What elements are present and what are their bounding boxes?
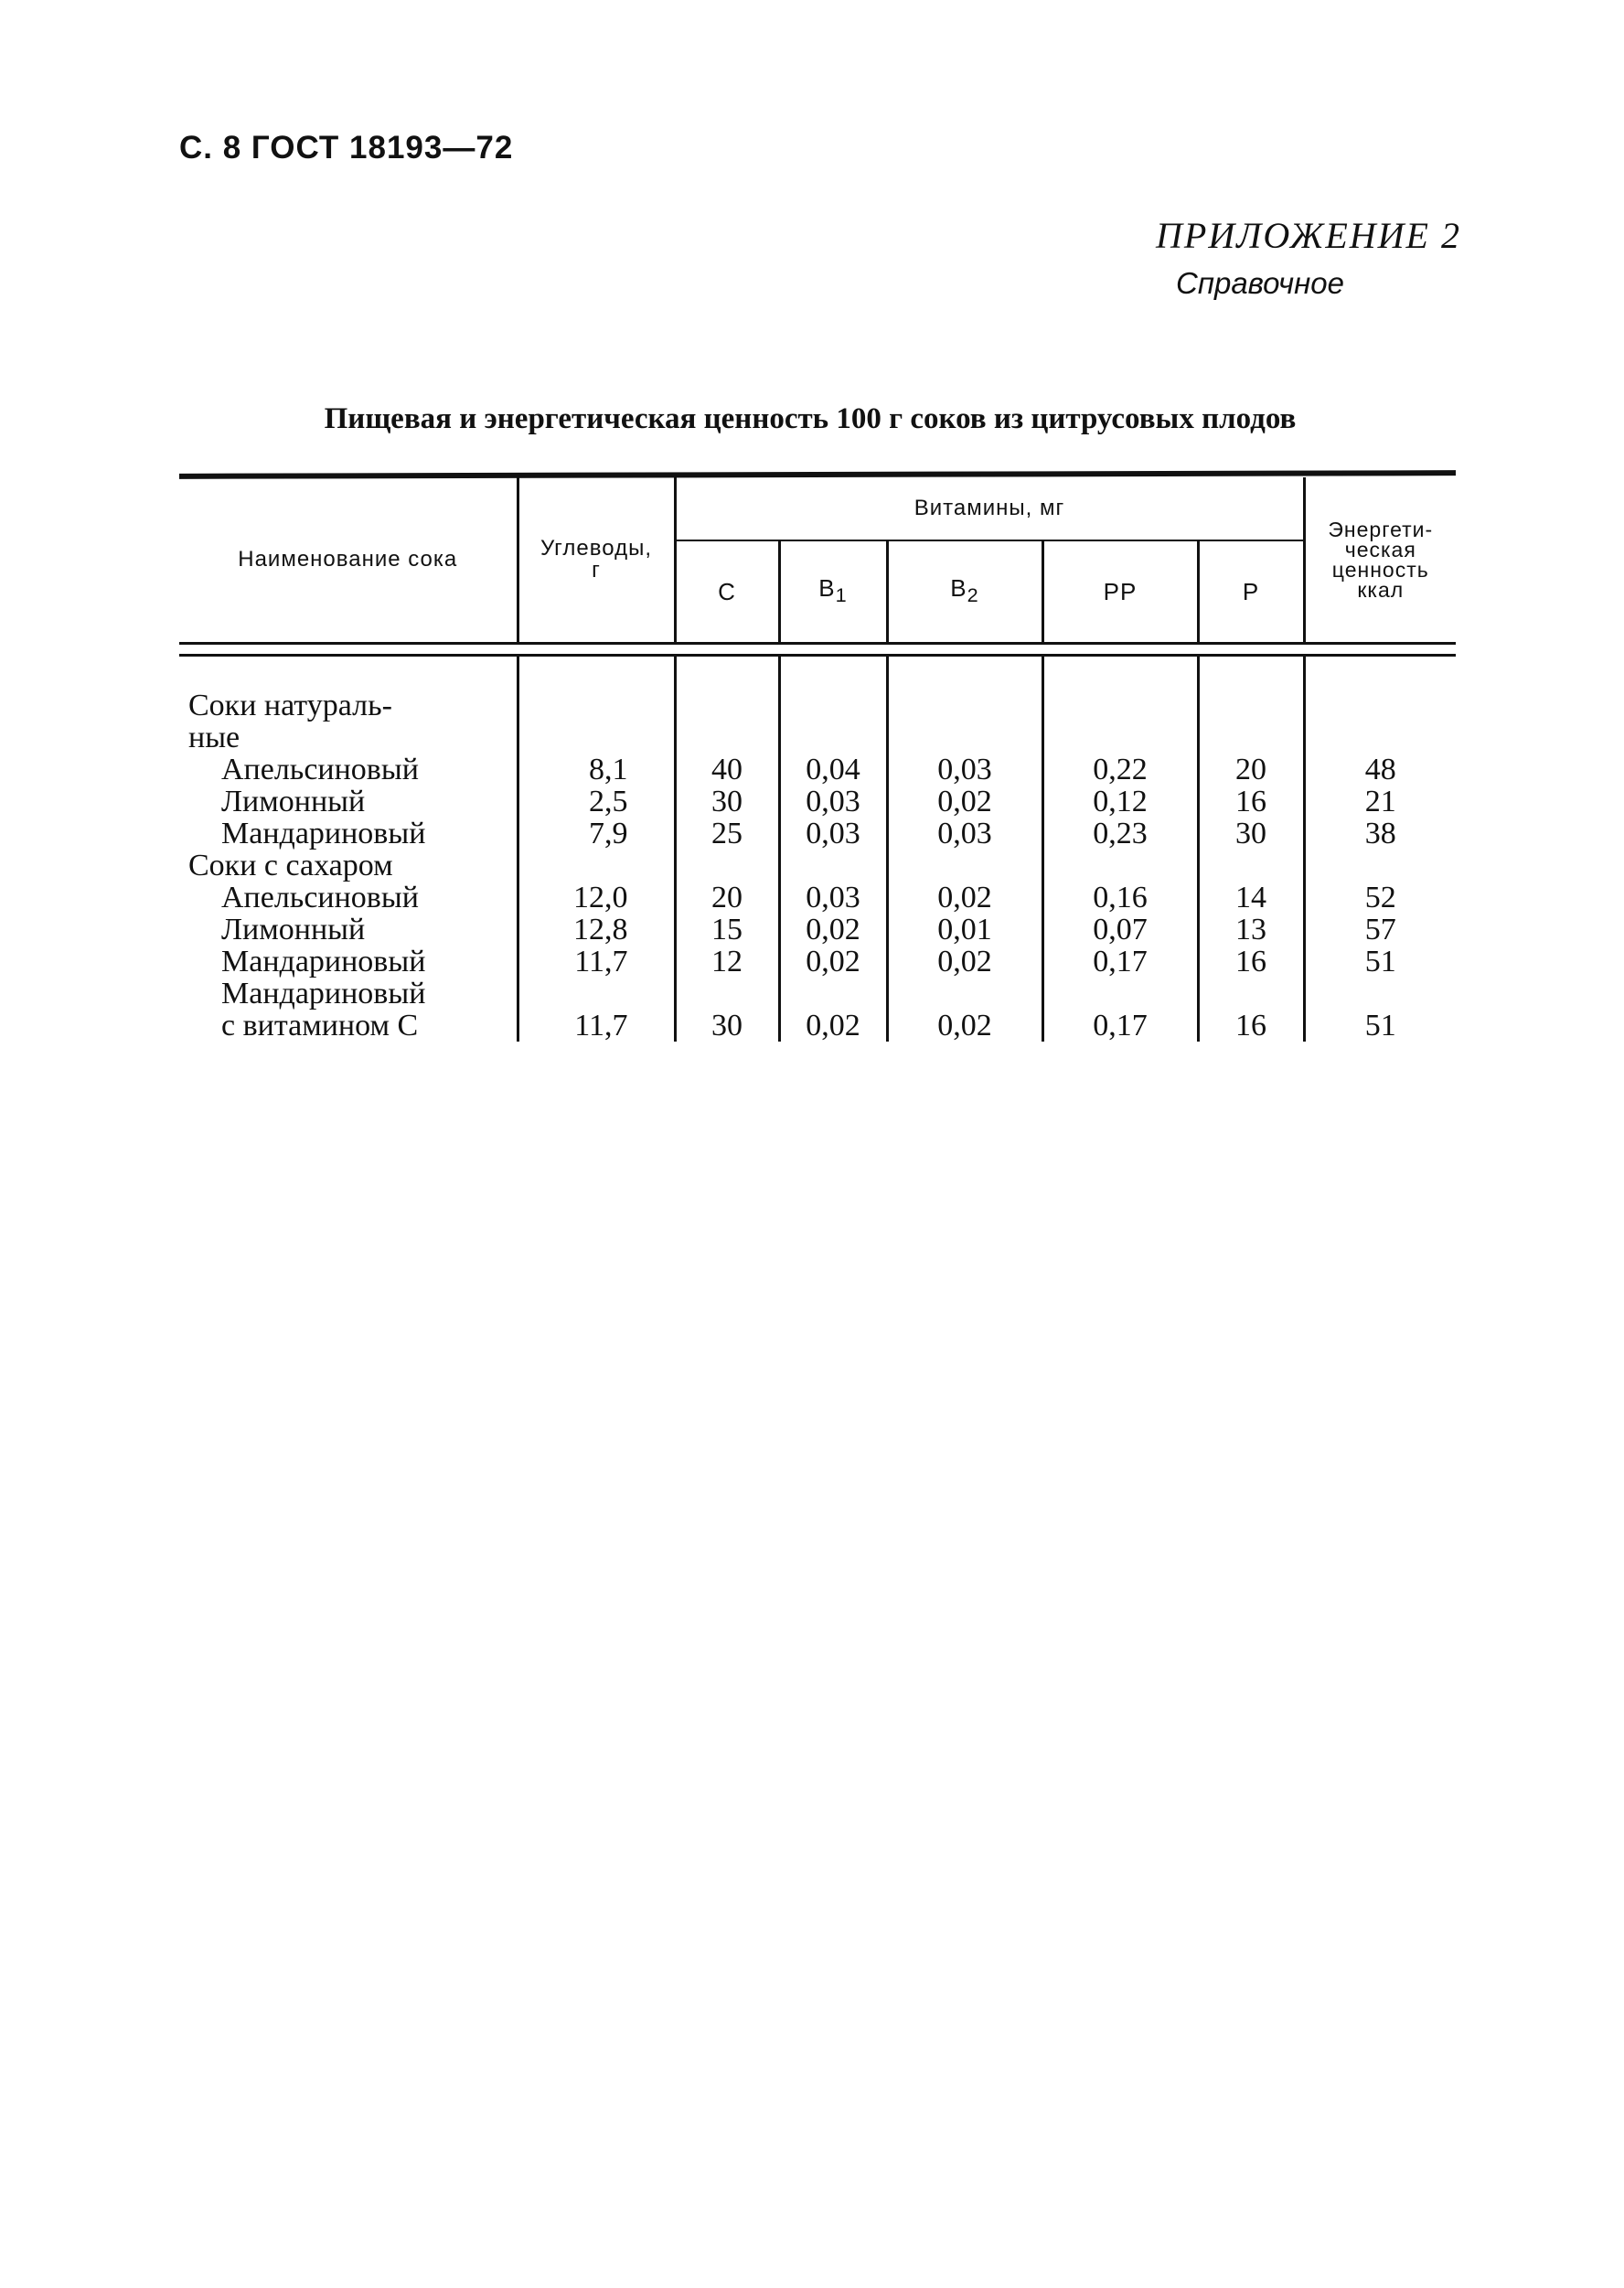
- group-label-row: [179, 850, 1456, 882]
- nutrition-table: [179, 477, 1456, 1042]
- col-head-carbs: [518, 477, 675, 644]
- cell-carbs: 7,9: [518, 818, 675, 850]
- cell-carbs: 2,5: [518, 786, 675, 818]
- cell-b2: 0,03: [887, 754, 1042, 786]
- spacer-row: [179, 656, 1456, 690]
- cell-pp: 0,12: [1042, 786, 1198, 818]
- col-head-energy-line1: Энергети-: [1328, 518, 1434, 541]
- table-row: [179, 946, 1456, 978]
- cell-name-line2: с витамином С: [221, 1009, 419, 1042]
- cell-pp: 0,16: [1042, 882, 1198, 914]
- cell-name-line1: Мандариновый: [221, 977, 426, 1010]
- cell-b2: 0,02: [887, 882, 1042, 914]
- cell-carbs: 12,8: [518, 914, 675, 946]
- group-label-cont: ные: [188, 721, 240, 754]
- cell-b1: 0,03: [779, 786, 887, 818]
- col-head-energy-line2: ческая: [1344, 538, 1416, 561]
- col-head-name: [179, 477, 518, 644]
- table-row: [179, 754, 1456, 786]
- cell-carbs: 11,7: [518, 946, 675, 978]
- col-head-b2-sub: 2: [967, 583, 979, 607]
- cell-pp: 0,23: [1042, 818, 1198, 850]
- col-head-carbs-line2: г: [592, 558, 601, 583]
- cell-name: Мандариновый: [221, 817, 426, 850]
- col-head-energy-line3: ценность: [1331, 558, 1429, 582]
- cell-energy: 21: [1304, 786, 1456, 818]
- col-head-energy: [1304, 477, 1456, 644]
- cell-pp: 0,07: [1042, 914, 1198, 946]
- cell-energy: 48: [1304, 754, 1456, 786]
- col-head-c: С: [675, 540, 779, 644]
- cell-pp: 0,17: [1042, 946, 1198, 978]
- table-row: [179, 882, 1456, 914]
- cell-carbs: 8,1: [518, 754, 675, 786]
- cell-name: Мандариновый: [221, 945, 426, 978]
- cell-c: 25: [675, 818, 779, 850]
- cell-p: 13: [1198, 914, 1304, 946]
- table-row: [179, 914, 1456, 946]
- cell-p: 16: [1198, 786, 1304, 818]
- cell-c: 15: [675, 914, 779, 946]
- cell-pp: 0,17: [1042, 978, 1198, 1042]
- cell-b2: 0,02: [887, 978, 1042, 1042]
- cell-b1: 0,02: [779, 946, 887, 978]
- cell-name: Лимонный: [221, 913, 366, 946]
- cell-b1: 0,04: [779, 754, 887, 786]
- cell-b2: 0,01: [887, 914, 1042, 946]
- nutrition-table-wrap: [179, 472, 1456, 1042]
- cell-b1: 0,02: [779, 914, 887, 946]
- cell-name: Апельсиновый: [221, 881, 419, 914]
- cell-b1: 0,03: [779, 818, 887, 850]
- cell-energy: 57: [1304, 914, 1456, 946]
- col-head-pp: PP: [1042, 540, 1198, 644]
- cell-energy: 51: [1304, 978, 1456, 1042]
- cell-energy: 51: [1304, 946, 1456, 978]
- col-head-b2-letter: B: [950, 573, 967, 602]
- appendix-block: [1156, 212, 1461, 307]
- cell-b2: 0,02: [887, 786, 1042, 818]
- col-head-carbs-line1: Углеводы,: [540, 536, 652, 561]
- cell-b1: 0,03: [779, 882, 887, 914]
- group-label-row: [179, 722, 1456, 754]
- cell-carbs: 11,7: [518, 978, 675, 1042]
- col-head-b1: [779, 540, 887, 644]
- cell-energy: 38: [1304, 818, 1456, 850]
- header-row-1: [179, 477, 1456, 540]
- cell-pp: 0,22: [1042, 754, 1198, 786]
- cell-b2: 0,02: [887, 946, 1042, 978]
- col-head-b2: [887, 540, 1042, 644]
- col-head-b1-sub: 1: [835, 583, 848, 607]
- table-row: [179, 978, 1456, 1042]
- cell-p: 14: [1198, 882, 1304, 914]
- appendix-subtitle: Справочное: [1175, 266, 1344, 300]
- cell-c: 30: [675, 786, 779, 818]
- col-head-b1-letter: B: [818, 573, 836, 602]
- cell-p: 16: [1198, 946, 1304, 978]
- col-head-vitamins: Витамины, мг: [675, 477, 1304, 540]
- cell-b1: 0,02: [779, 978, 887, 1042]
- cell-p: 20: [1198, 754, 1304, 786]
- group-label: Соки с сахаром: [188, 849, 393, 882]
- col-head-energy-line4: ккал: [1357, 578, 1405, 602]
- group-label-row: [179, 690, 1456, 722]
- cell-c: 12: [675, 946, 779, 978]
- cell-carbs: 12,0: [518, 882, 675, 914]
- cell-b2: 0,03: [887, 818, 1042, 850]
- cell-energy: 52: [1304, 882, 1456, 914]
- appendix-title: ПРИЛОЖЕНИЕ 2: [1156, 215, 1461, 256]
- page-header: С. 8 ГОСТ 18193—72: [179, 130, 514, 166]
- cell-name: Лимонный: [221, 785, 366, 818]
- group-label: Соки натураль-: [188, 689, 392, 722]
- cell-c: 40: [675, 754, 779, 786]
- col-head-name-text: Наименование сока: [238, 547, 458, 572]
- cell-p: 30: [1198, 818, 1304, 850]
- cell-c: 20: [675, 882, 779, 914]
- col-head-p: P: [1198, 540, 1304, 644]
- table-row: [179, 818, 1456, 850]
- cell-p: 16: [1198, 978, 1304, 1042]
- cell-name: [179, 978, 518, 1042]
- table-row: [179, 786, 1456, 818]
- header-separator: [179, 644, 1456, 656]
- table-title: Пищевая и энергетическая ценность 100 г соков из цитрусовых плодов: [324, 402, 1297, 435]
- cell-name: Апельсиновый: [221, 753, 419, 786]
- cell-c: 30: [675, 978, 779, 1042]
